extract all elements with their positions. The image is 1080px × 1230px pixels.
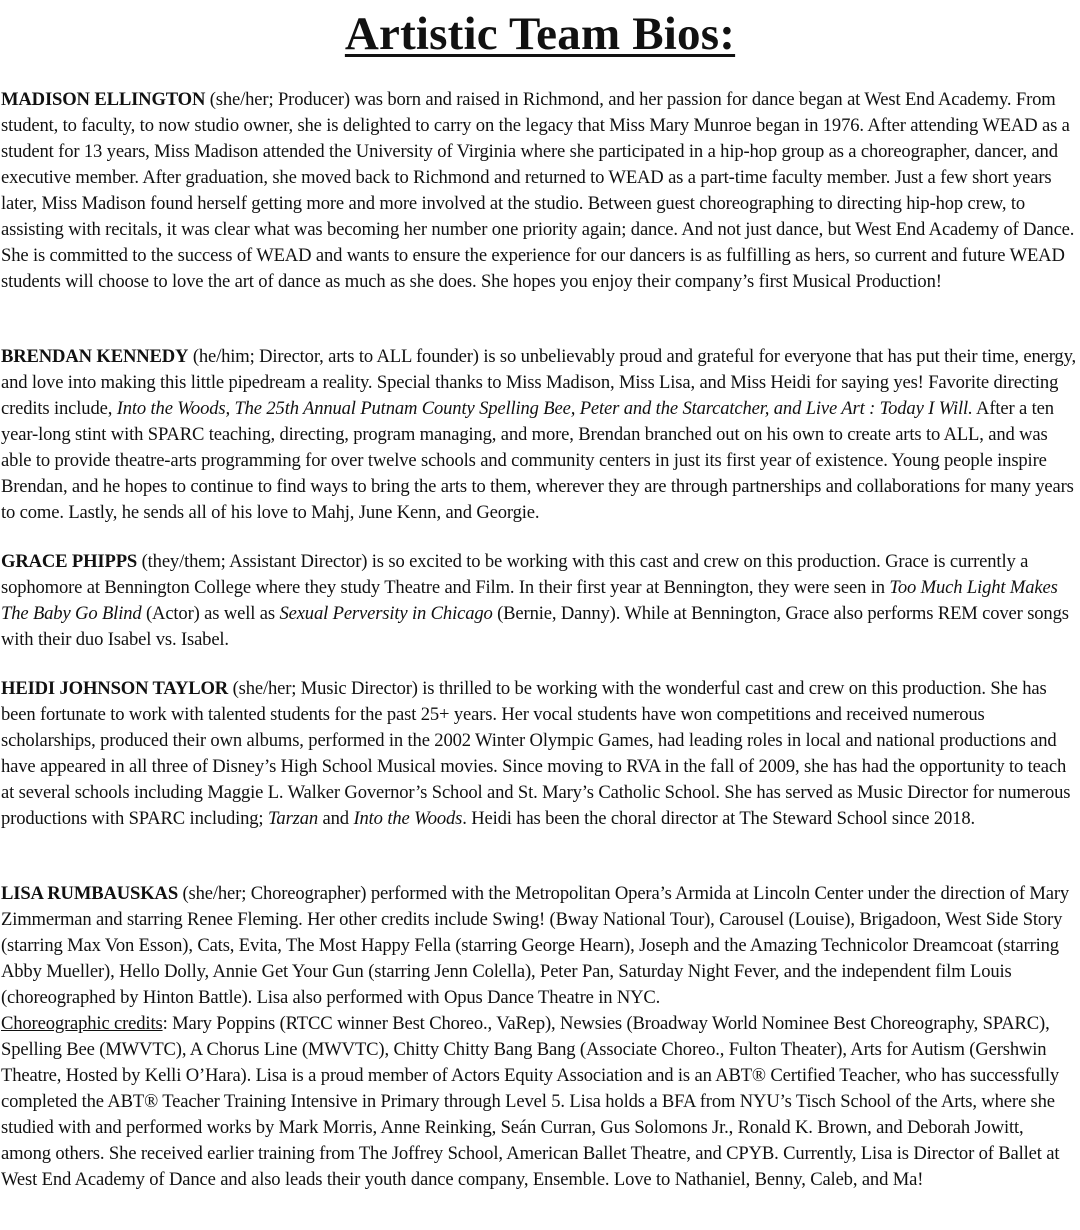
- bio-name: MADISON ELLINGTON: [1, 89, 206, 110]
- bio-text: After a ten year-long stint with SPARC teaching, directing, program managing, and more, Brendan branched out on his own to create arts to ALL, and was able to provide theatre-arts programming for over twelve schools and community centers in just its first year of existence. Young people inspire Brendan, and he hopes to continue to find ways to bring the arts to them, wherever they are through partnerships and collaborations for many years to come. Lastly, he sends all of his love to Mahj, June Kenn, and Georgie.: [1, 398, 1074, 523]
- bio-name: BRENDAN KENNEDY: [1, 346, 189, 367]
- bio-show-title: Into the Woods: [353, 808, 463, 829]
- bio-grace-phipps: [1, 549, 1077, 653]
- bio-heidi-johnson-taylor: [1, 676, 1077, 832]
- bio-show-title: Sexual Perversity in Chicago: [279, 603, 493, 624]
- bio-show-title: Tarzan: [267, 808, 319, 829]
- bio-madison-ellington: [1, 87, 1077, 295]
- bio-text: (she/her; Music Director) is thrilled to be working with the wonderful cast and crew on this production. She has been fortunate to work with talented students for the past 25+ years. Her vocal students have won competitions and received numerous scholarships, produced their own albums, performed in the 2002 Winter Olympic Games, had leading roles in local and national productions and have appeared in all three of Disney’s High School Musical movies. Since moving to RVA in the fall of 2009, she has had the opportunity to teach at several schools including Maggie L. Walker Governor’s School and St. Mary’s Catholic School. She has served as Music Director for numerous productions with SPARC including;: [1, 678, 1071, 829]
- bio-show-title: Too Much Light Makes The Baby Go Blind: [1, 577, 1058, 624]
- bio-text: (Bernie, Danny). While at Bennington, Grace also performs REM cover songs with their duo Isabel vs. Isabel.: [1, 603, 1069, 650]
- bio-name: GRACE PHIPPS: [1, 551, 138, 572]
- bio-text: : Mary Poppins (RTCC winner Best Choreo., VaRep), Newsies (Broadway World Nominee Best Choreography, SPARC), Spelling Bee (MWVTC), A Chorus Line (MWVTC), Chitty Chitty Bang Bang (Associate Choreo., Fulton Theater), Arts for Autism (Gershwin Theatre, Hosted by Kelli O’Hara). Lisa is a proud member of Actors Equity Association and is an ABT® Certified Teacher, who has successfully completed the ABT® Teacher Training Intensive in Primary through Level 5. Lisa holds a BFA from NYU’s Tisch School of the Arts, where she studied with and performed works by Mark Morris, Anne Reinking, Seán Curran, Gus Solomons Jr., Ronald K. Brown, and Deborah Jowitt, among others. She received earlier training from The Joffrey School, American Ballet Theatre, and CPYB. Currently, Lisa is Director of Ballet at West End Academy of Dance and also leads their youth dance company, Ensemble. Love to Nathaniel, Benny, Caleb, and Ma!: [1, 1013, 1060, 1190]
- bio-text: (Actor) as well as: [141, 603, 280, 624]
- bio-credits-italic: Into the Woods, The 25th Annual Putnam County Spelling Bee, Peter and the Starcatcher, and Live Art : Today I Will.: [116, 398, 973, 419]
- bio-brendan-kennedy: [1, 344, 1077, 526]
- bio-text: (he/him; Director, arts to ALL founder) is so unbelievably proud and grateful for everyone that has put their time, energy, and love into making this little pipedream a reality. Special thanks to Miss Madison, Miss Lisa, and Miss Heidi for saying yes! Favorite directing credits include,: [1, 346, 1077, 419]
- bio-name: HEIDI JOHNSON TAYLOR: [1, 678, 229, 699]
- bio-text: (she/her; Producer) was born and raised in Richmond, and her passion for dance began at West End Academy. From student, to faculty, to now studio owner, she is delighted to carry on the legacy that Miss Mary Munroe began in 1976. After attending WEAD as a student for 13 years, Miss Madison attended the University of Virginia where she participated in a hip-hop group as a choreographer, dancer, and executive member. After graduation, she moved back to Richmond and returned to WEAD as a part-time faculty member. Just a few short years later, Miss Madison found herself getting more and more involved at the studio. Between guest choreographing to directing hip-hop crew, to assisting with recitals, it was clear what was becoming her number one priority again; dance. And not just dance, but West End Academy of Dance. She is committed to the success of WEAD and wants to ensure the experience for our dancers is as fulfilling as hers, so current and future WEAD students will choose to love the art of dance as much as she does. She hopes you enjoy their company’s first Musical Production!: [1, 89, 1075, 292]
- bio-name: LISA RUMBAUSKAS: [1, 883, 179, 904]
- choreographic-credits-heading: Choreographic credits: [1, 1013, 163, 1034]
- bio-text: (they/them; Assistant Director) is so excited to be working with this cast and crew on this production. Grace is currently a sophomore at Bennington College where they study Theatre and Film. In their first year at Bennington, they were seen in: [1, 551, 1029, 598]
- bio-text: . Heidi has been the choral director at The Steward School since 2018.: [462, 808, 975, 829]
- page-title: Artistic Team Bios:: [344, 8, 736, 60]
- bio-text: (she/her; Choreographer) performed with the Metropolitan Opera’s Armida at Lincoln Center under the direction of Mary Zimmerman and starring Renee Fleming. Her other credits include Swing! (Bway National Tour), Carousel (Louise), Brigadoon, West Side Story (starring Max Von Esson), Cats, Evita, The Most Happy Fella (starring George Hearn), Joseph and the Amazing Technicolor Dreamcoat (starring Abby Mueller), Hello Dolly, Annie Get Your Gun (starring Jenn Colella), Peter Pan, Saturday Night Fever, and the independent film Louis (choreographed by Hinton Battle). Lisa also performed with Opus Dance Theatre in NYC.: [1, 883, 1070, 1008]
- bio-lisa-rumbauskas: [1, 881, 1077, 1193]
- bio-text: and: [318, 808, 354, 829]
